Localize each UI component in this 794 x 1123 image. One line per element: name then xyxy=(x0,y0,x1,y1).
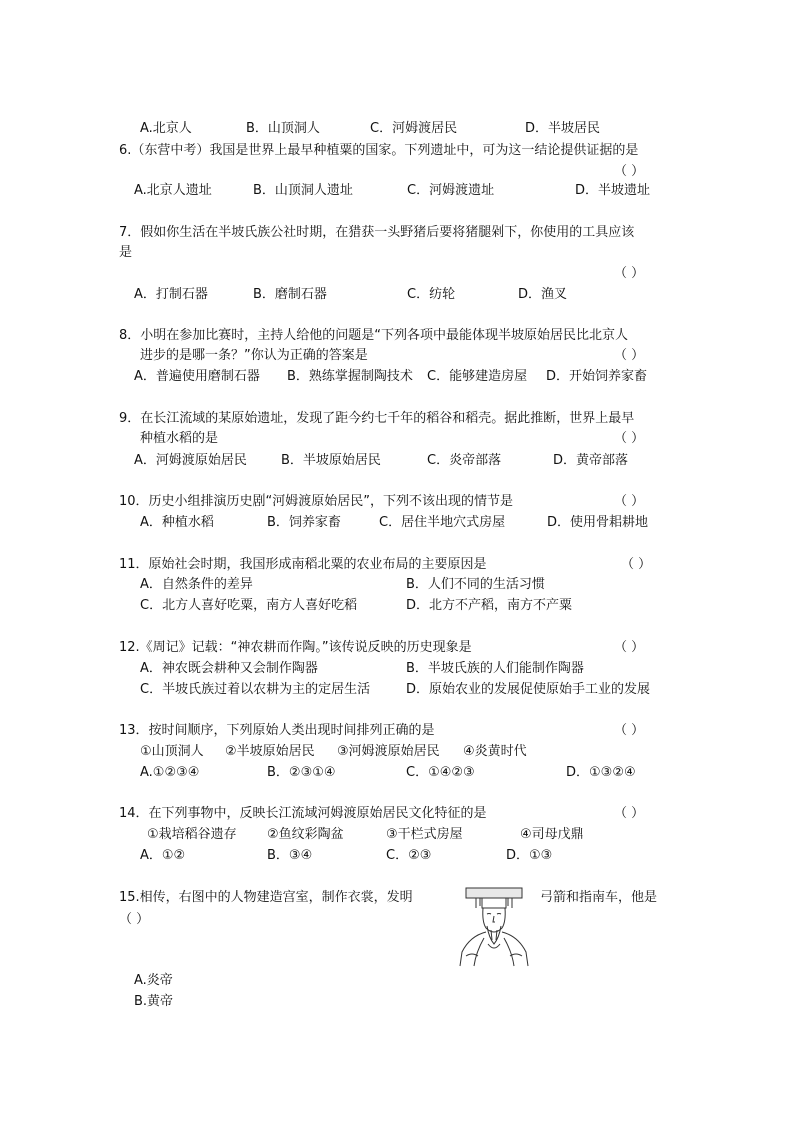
q11-option-c: C．北方人喜好吃粟，南方人喜好吃稻 xyxy=(140,598,358,613)
q12-option-c: C．半坡氏族过着以农耕为主的定居生活 xyxy=(140,682,371,697)
q6-option-c: C．河姆渡遗址 xyxy=(407,183,495,198)
q7-option-a: A．打制石器 xyxy=(134,287,208,302)
q14-option-b: B．③④ xyxy=(267,848,313,863)
q5-option-b: B．山顶洞人 xyxy=(246,121,320,136)
q5-option-a: A.北京人 xyxy=(140,121,192,136)
q13-item-2: ②半坡原始居民 xyxy=(225,744,315,759)
q12-option-d: D．原始农业的发展促使原始手工业的发展 xyxy=(406,682,651,697)
q9-stem-line1: 9．在长江流域的某原始遗址，发现了距今约七千年的稻谷和稻壳。据此推断，世界上最早 xyxy=(119,411,635,426)
q7-option-c: C．纺轮 xyxy=(407,287,456,302)
q13-option-c: C．①④②③ xyxy=(406,765,475,780)
q11-option-b: B．人们不同的生活习惯 xyxy=(406,577,545,592)
q15-answer-blank: （ ） xyxy=(119,912,150,927)
q10-option-d: D．使用骨耜耕地 xyxy=(547,515,649,530)
q10-option-a: A．种植水稻 xyxy=(140,515,214,530)
q7-option-b: B．磨制石器 xyxy=(253,287,327,302)
q14-stem: 14．在下列事物中，反映长江流域河姆渡原始居民文化特征的是 xyxy=(119,806,487,821)
q11-option-d: D．北方不产稻，南方不产粟 xyxy=(406,598,573,613)
q11-stem: 11．原始社会时期，我国形成南稻北粟的农业布局的主要原因是 xyxy=(119,557,487,572)
q9-option-d: D．黄帝部落 xyxy=(553,453,629,468)
q8-option-b: B．熟练掌握制陶技术 xyxy=(287,369,413,384)
q12-option-b: B．半坡氏族的人们能制作陶器 xyxy=(406,661,584,676)
q14-answer-blank: （ ） xyxy=(614,806,645,821)
q14-item-3: ③干栏式房屋 xyxy=(386,827,463,842)
q5-option-c: C．河姆渡居民 xyxy=(370,121,458,136)
q11-answer-blank: （ ） xyxy=(621,557,652,572)
q13-option-d: D．①③②④ xyxy=(566,765,636,780)
q8-option-c: C．能够建造房屋 xyxy=(427,369,528,384)
q9-stem-line2: 种植水稻的是 xyxy=(140,431,219,446)
q12-answer-blank: （ ） xyxy=(614,640,645,655)
q7-option-d: D．渔叉 xyxy=(518,287,568,302)
q12-option-a: A．神农既会耕种又会制作陶器 xyxy=(140,661,318,676)
q10-stem: 10．历史小组排演历史剧“河姆渡原始居民”，下列不该出现的情节是 xyxy=(119,494,514,509)
q15-option-b: B.黄帝 xyxy=(134,994,174,1009)
q8-answer-blank: （ ） xyxy=(614,348,645,363)
q5-option-d: D．半坡居民 xyxy=(525,121,601,136)
q6-stem: 6.（东营中考）我国是世界上最早种植粟的国家。下列遗址中，可为这一结论提供证据的是 xyxy=(119,143,639,158)
q6-answer-blank: （ ） xyxy=(614,164,645,179)
q10-option-c: C．居住半地穴式房屋 xyxy=(379,515,506,530)
emperor-figure-icon xyxy=(456,886,534,968)
q15-stem-part1: 15.相传，右图中的人物建造宫室，制作衣裳，发明 xyxy=(119,890,413,905)
q13-item-4: ④炎黄时代 xyxy=(463,744,527,759)
q7-stem-line2: 是 xyxy=(119,245,133,260)
q14-option-a: A．①② xyxy=(140,848,186,863)
q14-option-d: D．①③ xyxy=(506,848,553,863)
q9-option-c: C．炎帝部落 xyxy=(427,453,502,468)
q7-stem-line1: 7．假如你生活在半坡氏族公社时期，在猎获一头野猪后要将猪腿剁下，你使用的工具应该 xyxy=(119,225,635,240)
q9-option-a: A．河姆渡原始居民 xyxy=(134,453,247,468)
q8-option-d: D．开始饲养家畜 xyxy=(546,369,648,384)
q6-option-a: A.北京人遗址 xyxy=(134,183,212,198)
q10-answer-blank: （ ） xyxy=(614,494,645,509)
q6-option-b: B．山顶洞人遗址 xyxy=(253,183,353,198)
q10-option-b: B．饲养家畜 xyxy=(267,515,341,530)
q6-option-d: D．半坡遗址 xyxy=(575,183,651,198)
q12-stem: 12.《周记》记载：“神农耕而作陶。”该传说反映的历史现象是 xyxy=(119,640,472,655)
q13-item-1: ①山顶洞人 xyxy=(140,744,204,759)
q7-answer-blank: （ ） xyxy=(614,266,645,281)
q8-stem-line1: 8．小明在参加比赛时，主持人给他的问题是“下列各项中最能体现半坡原始居民比北京人 xyxy=(119,328,629,343)
q8-stem-line2: 进步的是哪一条？”你认为正确的答案是 xyxy=(140,348,368,363)
q13-item-3: ③河姆渡原始居民 xyxy=(337,744,440,759)
yellow-emperor-portrait xyxy=(456,886,534,968)
q13-stem: 13．按时间顺序，下列原始人类出现时间排列正确的是 xyxy=(119,723,435,738)
q13-option-b: B．②③①④ xyxy=(267,765,336,780)
q8-option-a: A．普遍使用磨制石器 xyxy=(134,369,260,384)
q14-item-2: ②鱼纹彩陶盆 xyxy=(267,827,344,842)
q13-option-a: A.①②③④ xyxy=(140,765,200,780)
q11-option-a: A．自然条件的差异 xyxy=(140,577,253,592)
q15-stem-part2: 弓箭和指南车，他是 xyxy=(540,890,658,905)
q9-answer-blank: （ ） xyxy=(614,431,645,446)
q15-option-a: A.炎帝 xyxy=(134,973,173,988)
q13-answer-blank: （ ） xyxy=(614,723,645,738)
q14-item-1: ①栽培稻谷遗存 xyxy=(147,827,237,842)
q14-item-4: ④司母戊鼎 xyxy=(520,827,584,842)
q14-option-c: C．②③ xyxy=(386,848,432,863)
q9-option-b: B．半坡原始居民 xyxy=(281,453,381,468)
